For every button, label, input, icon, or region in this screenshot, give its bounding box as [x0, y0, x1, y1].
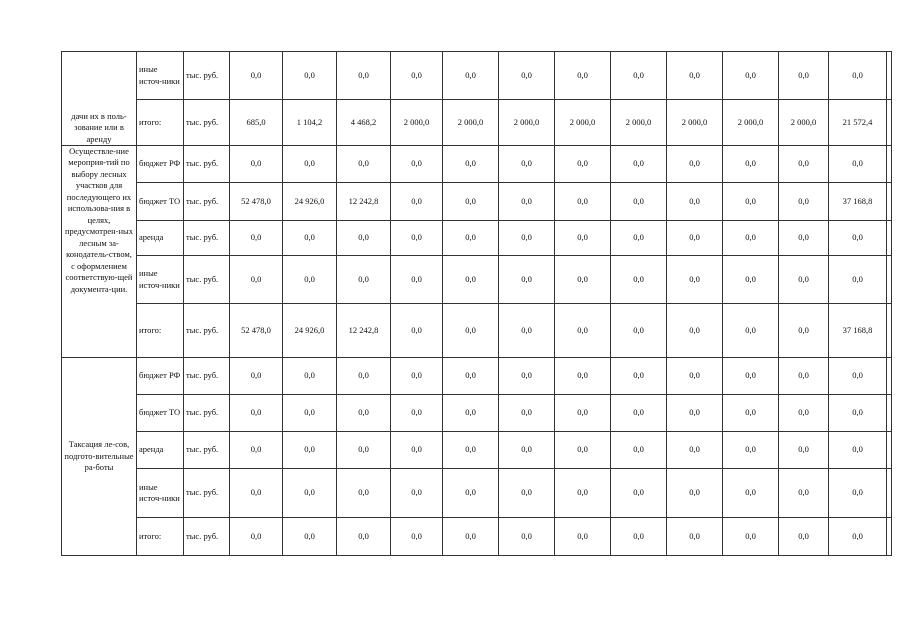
value-cell: 0,0	[499, 304, 555, 358]
value-cell: 0,0	[337, 221, 391, 256]
value-cell: 0,0	[829, 52, 887, 100]
value-cell: 0,0	[723, 358, 779, 395]
value-cell: 0,0	[829, 221, 887, 256]
value-cell: 12 242,8	[337, 183, 391, 221]
unit-cell: тыс. руб.	[184, 395, 230, 432]
value-cell: 0,0	[443, 256, 499, 304]
unit-cell: тыс. руб.	[184, 358, 230, 395]
value-cell: 0,0	[283, 52, 337, 100]
value-cell: 0,0	[499, 432, 555, 469]
value-cell: 0,0	[667, 256, 723, 304]
value-cell: 0,0	[611, 469, 667, 518]
unit-cell: тыс. руб.	[184, 183, 230, 221]
value-cell: 0,0	[829, 469, 887, 518]
value-cell: 0,0	[723, 432, 779, 469]
value-cell: 0,0	[499, 52, 555, 100]
funding-source: бюджет ТО	[137, 395, 184, 432]
table-body	[62, 52, 892, 556]
value-cell: 0,0	[723, 221, 779, 256]
value-cell: 0,0	[499, 395, 555, 432]
value-cell: 685,0	[230, 100, 283, 146]
table-row	[62, 52, 892, 100]
funding-source: иные источ-ники	[137, 469, 184, 518]
edge-cell	[887, 395, 892, 432]
value-cell: 0,0	[499, 146, 555, 183]
value-cell: 0,0	[443, 432, 499, 469]
value-cell: 2 000,0	[391, 100, 443, 146]
value-cell: 2 000,0	[723, 100, 779, 146]
value-cell: 0,0	[230, 358, 283, 395]
value-cell: 0,0	[611, 358, 667, 395]
value-cell: 4 468,2	[337, 100, 391, 146]
value-cell: 0,0	[283, 518, 337, 556]
value-cell: 0,0	[611, 395, 667, 432]
value-cell: 0,0	[829, 395, 887, 432]
value-cell: 0,0	[283, 358, 337, 395]
value-cell: 0,0	[611, 52, 667, 100]
budget-table	[61, 51, 892, 556]
table-row	[62, 304, 892, 358]
value-cell: 0,0	[555, 146, 611, 183]
value-cell: 0,0	[779, 183, 829, 221]
value-cell: 0,0	[499, 518, 555, 556]
value-cell: 2 000,0	[667, 100, 723, 146]
unit-cell: тыс. руб.	[184, 304, 230, 358]
value-cell: 21 572,4	[829, 100, 887, 146]
value-cell: 0,0	[391, 358, 443, 395]
value-cell: 0,0	[337, 395, 391, 432]
value-cell: 0,0	[611, 146, 667, 183]
value-cell: 0,0	[829, 146, 887, 183]
value-cell: 2 000,0	[443, 100, 499, 146]
value-cell: 0,0	[230, 469, 283, 518]
value-cell: 0,0	[391, 518, 443, 556]
value-cell: 0,0	[723, 395, 779, 432]
value-cell: 24 926,0	[283, 304, 337, 358]
value-cell: 0,0	[283, 432, 337, 469]
value-cell: 0,0	[391, 146, 443, 183]
value-cell: 0,0	[723, 183, 779, 221]
value-cell: 0,0	[443, 358, 499, 395]
table-row	[62, 183, 892, 221]
value-cell: 0,0	[230, 395, 283, 432]
value-cell: 0,0	[667, 518, 723, 556]
value-cell: 0,0	[779, 395, 829, 432]
value-cell: 2 000,0	[779, 100, 829, 146]
value-cell: 37 168,8	[829, 304, 887, 358]
value-cell: 0,0	[779, 358, 829, 395]
table-row	[62, 469, 892, 518]
value-cell: 0,0	[337, 469, 391, 518]
value-cell: 0,0	[230, 256, 283, 304]
value-cell: 0,0	[443, 221, 499, 256]
value-cell: 0,0	[391, 432, 443, 469]
value-cell: 0,0	[555, 518, 611, 556]
value-cell: 0,0	[443, 52, 499, 100]
table-row	[62, 432, 892, 469]
value-cell: 0,0	[230, 518, 283, 556]
funding-source: итого:	[137, 100, 184, 146]
value-cell: 0,0	[667, 395, 723, 432]
measure-label: Таксация ле-сов, подгото-вительные ра-боты	[62, 358, 137, 556]
unit-cell: тыс. руб.	[184, 52, 230, 100]
value-cell: 0,0	[779, 432, 829, 469]
value-cell: 0,0	[337, 256, 391, 304]
value-cell: 0,0	[779, 146, 829, 183]
measure-label: Осуществле-ние мероприя-тий по выбору лесных участков для последующего их использова-ния в целях, предусмотрен-ных лесным за-конодатель-ством, с оформлением соответствую-щей документа-ции.	[62, 146, 137, 358]
value-cell: 0,0	[555, 256, 611, 304]
value-cell: 0,0	[779, 469, 829, 518]
value-cell: 0,0	[829, 518, 887, 556]
value-cell: 0,0	[391, 304, 443, 358]
table-row	[62, 146, 892, 183]
value-cell: 0,0	[611, 432, 667, 469]
funding-source: иные источ-ники	[137, 256, 184, 304]
value-cell: 52 478,0	[230, 183, 283, 221]
value-cell: 0,0	[391, 221, 443, 256]
value-cell: 0,0	[723, 469, 779, 518]
edge-cell	[887, 304, 892, 358]
table-row	[62, 518, 892, 556]
value-cell: 0,0	[499, 469, 555, 518]
value-cell: 0,0	[667, 221, 723, 256]
value-cell: 0,0	[667, 358, 723, 395]
value-cell: 0,0	[723, 256, 779, 304]
value-cell: 0,0	[555, 52, 611, 100]
value-cell: 0,0	[779, 304, 829, 358]
value-cell: 0,0	[391, 395, 443, 432]
value-cell: 0,0	[230, 52, 283, 100]
value-cell: 0,0	[499, 256, 555, 304]
value-cell: 2 000,0	[611, 100, 667, 146]
value-cell: 0,0	[779, 518, 829, 556]
value-cell: 0,0	[779, 52, 829, 100]
measure-label: дачи их в поль-зование или в аренду	[62, 52, 137, 146]
funding-source: аренда	[137, 221, 184, 256]
funding-source: иные источ-ники	[137, 52, 184, 100]
value-cell: 37 168,8	[829, 183, 887, 221]
value-cell: 0,0	[611, 256, 667, 304]
unit-cell: тыс. руб.	[184, 469, 230, 518]
value-cell: 0,0	[555, 469, 611, 518]
value-cell: 0,0	[337, 358, 391, 395]
value-cell: 0,0	[499, 358, 555, 395]
value-cell: 0,0	[829, 256, 887, 304]
value-cell: 0,0	[667, 52, 723, 100]
value-cell: 52 478,0	[230, 304, 283, 358]
funding-source: бюджет РФ	[137, 146, 184, 183]
edge-cell	[887, 469, 892, 518]
value-cell: 0,0	[611, 221, 667, 256]
value-cell: 0,0	[723, 518, 779, 556]
funding-source: итого:	[137, 304, 184, 358]
value-cell: 0,0	[283, 256, 337, 304]
funding-source: бюджет РФ	[137, 358, 184, 395]
value-cell: 0,0	[555, 432, 611, 469]
unit-cell: тыс. руб.	[184, 100, 230, 146]
value-cell: 1 104,2	[283, 100, 337, 146]
value-cell: 0,0	[337, 52, 391, 100]
edge-cell	[887, 221, 892, 256]
value-cell: 0,0	[283, 395, 337, 432]
value-cell: 0,0	[391, 469, 443, 518]
value-cell: 0,0	[499, 221, 555, 256]
value-cell: 0,0	[391, 52, 443, 100]
edge-cell	[887, 183, 892, 221]
edge-cell	[887, 100, 892, 146]
value-cell: 0,0	[443, 469, 499, 518]
table-row	[62, 395, 892, 432]
table-row	[62, 358, 892, 395]
value-cell: 0,0	[555, 221, 611, 256]
value-cell: 0,0	[667, 146, 723, 183]
value-cell: 0,0	[723, 146, 779, 183]
value-cell: 0,0	[337, 432, 391, 469]
edge-cell	[887, 358, 892, 395]
table-row	[62, 256, 892, 304]
value-cell: 0,0	[230, 432, 283, 469]
edge-cell	[887, 432, 892, 469]
value-cell: 0,0	[283, 146, 337, 183]
value-cell: 0,0	[337, 146, 391, 183]
unit-cell: тыс. руб.	[184, 221, 230, 256]
value-cell: 0,0	[829, 432, 887, 469]
value-cell: 2 000,0	[499, 100, 555, 146]
value-cell: 0,0	[499, 183, 555, 221]
value-cell: 0,0	[391, 183, 443, 221]
value-cell: 0,0	[443, 183, 499, 221]
table-row	[62, 221, 892, 256]
value-cell: 0,0	[283, 221, 337, 256]
value-cell: 0,0	[555, 183, 611, 221]
value-cell: 0,0	[611, 518, 667, 556]
value-cell: 0,0	[337, 518, 391, 556]
value-cell: 0,0	[723, 304, 779, 358]
table-row	[62, 100, 892, 146]
value-cell: 0,0	[391, 256, 443, 304]
unit-cell: тыс. руб.	[184, 146, 230, 183]
funding-source: итого:	[137, 518, 184, 556]
funding-source: бюджет ТО	[137, 183, 184, 221]
value-cell: 0,0	[667, 183, 723, 221]
value-cell: 0,0	[230, 146, 283, 183]
value-cell: 0,0	[283, 469, 337, 518]
unit-cell: тыс. руб.	[184, 518, 230, 556]
value-cell: 0,0	[667, 432, 723, 469]
value-cell: 0,0	[667, 469, 723, 518]
value-cell: 0,0	[611, 183, 667, 221]
value-cell: 0,0	[779, 256, 829, 304]
edge-cell	[887, 518, 892, 556]
value-cell: 0,0	[443, 518, 499, 556]
value-cell: 0,0	[667, 304, 723, 358]
value-cell: 0,0	[723, 52, 779, 100]
value-cell: 12 242,8	[337, 304, 391, 358]
value-cell: 24 926,0	[283, 183, 337, 221]
value-cell: 0,0	[555, 358, 611, 395]
value-cell: 2 000,0	[555, 100, 611, 146]
unit-cell: тыс. руб.	[184, 432, 230, 469]
edge-cell	[887, 256, 892, 304]
edge-cell	[887, 146, 892, 183]
funding-source: аренда	[137, 432, 184, 469]
unit-cell: тыс. руб.	[184, 256, 230, 304]
edge-cell	[887, 52, 892, 100]
value-cell: 0,0	[611, 304, 667, 358]
value-cell: 0,0	[829, 358, 887, 395]
value-cell: 0,0	[443, 304, 499, 358]
value-cell: 0,0	[443, 395, 499, 432]
value-cell: 0,0	[443, 146, 499, 183]
value-cell: 0,0	[555, 304, 611, 358]
value-cell: 0,0	[779, 221, 829, 256]
value-cell: 0,0	[230, 221, 283, 256]
value-cell: 0,0	[555, 395, 611, 432]
